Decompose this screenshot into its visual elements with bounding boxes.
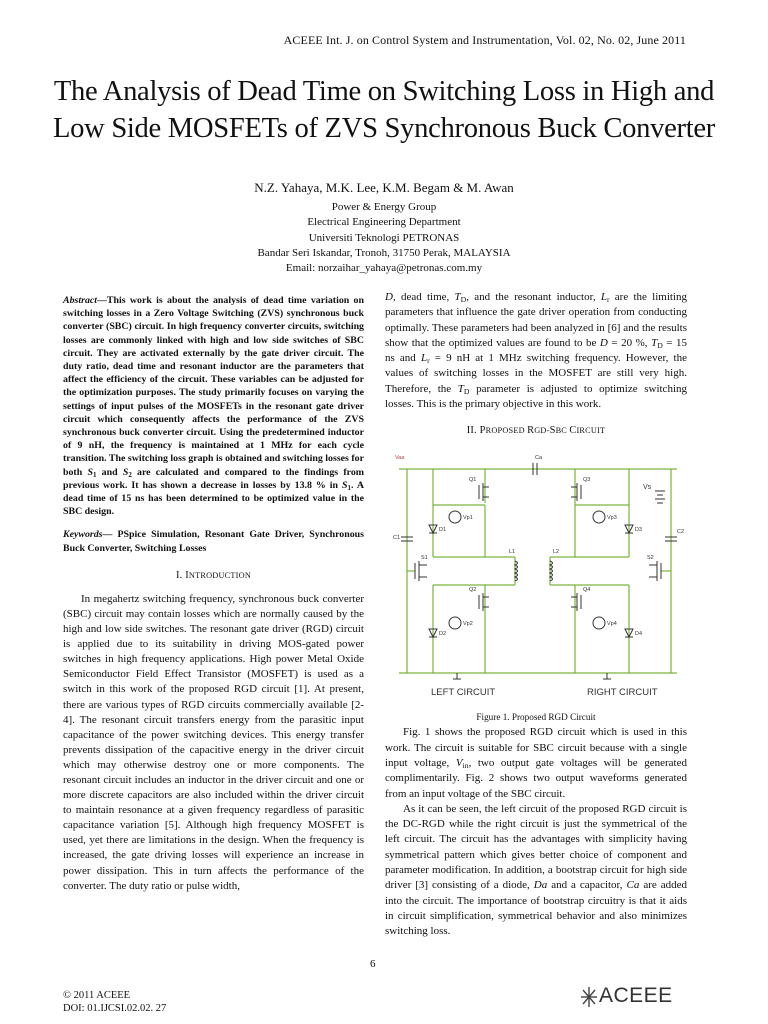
circuit-wires [399,469,677,673]
figure-description-paragraph: Fig. 1 shows the proposed RGD circuit which is used in this work. The circuit is suitable for SBC circuit because with a single input voltage, $V_{in}$, two output gate voltages will be generated complimentarily. Fig. 2 shows two output waveforms generated from an input voltage of the SBC circuit. [385,726,687,800]
paper-title: The Analysis of Dead Time on Switching Loss in High and Low Side MOSFETs of ZVS Synchronous Buck Converter [52,76,716,144]
figure-caption: Figure 1. Proposed RGD Circuit [476,712,596,723]
footer-info [63,990,166,1015]
svg-text:Vp2: Vp2 [463,621,473,628]
svg-text:Ca: Ca [535,455,543,462]
doi: DOI: 01.IJCSI.02.02. 27 [63,1002,167,1014]
aceee-logo-text: ACEEE [599,984,673,1007]
right-circuit-label: RIGHT CIRCUIT [587,687,658,699]
left-column [63,294,364,894]
svg-text:C2: C2 [677,529,685,536]
affiliation-email: Email: norzaihar_yahaya@petronas.com.my [285,262,483,275]
authors: N.Z. Yahaya, M.K. Lee, K.M. Begam & M. Awan [254,180,514,195]
section-heading-proposed-circuit: II. PROPOSED RGD-SBC CIRCUIT [466,425,606,437]
svg-text:D1: D1 [439,527,447,534]
rgd-circuit-schematic [385,445,687,707]
svg-text:D4: D4 [635,631,643,638]
continued-paragraph: D, dead time, $T_D$, and the resonant inductor, $L_r$ are the limiting parameters that influence the gate driver operation from conducting optimally. These parameters had been analyzed in [6] and the results show that the optimized values are found to be D = 20 %, $T_D = 15$ ns and $L_r = 9$ nH at 1 MHz switching frequency. However, the values of switching losses in the MOSFET are still very high. Therefore, the $T_D$ parameter is adjusted to optimize switching losses. This is the primary objective in this work. [385,291,687,411]
svg-text:Q1: Q1 [469,477,477,484]
circuit-labels [393,455,684,698]
left-circuit-label: LEFT CIRCUIT [431,687,496,699]
affiliation-group: Power & Energy Group [331,201,437,213]
copyright: © 2011 ACEEE [63,990,131,1001]
page-number: 6 [370,958,376,970]
svg-text:D2: D2 [439,631,447,638]
svg-text:Q4: Q4 [583,587,591,594]
running-header: ACEEE Int. J. on Control System and Instrumentation, Vol. 02, No. 02, June 2011 [283,33,686,47]
affiliation-address: Bandar Seri Iskandar, Tronoh, 31750 Perak, MALAYSIA [257,246,511,259]
svg-text:Vs: Vs [643,484,652,492]
keywords: Keywords— PSpice Simulation, Resonant Gate Driver, Synchronous Buck Converter, Switching Losses [63,529,364,554]
abstract: Abstract—This work is about the analysis of dead time variation on switching losses in a Zero Voltage Switching (ZVS) synchronous buck converter (SBC) circuit. In high frequency converter circuits, switching losses are commonly linked with high and low side switches of SBC circuit. They are activated externally by the gate driver circuit. The duty ratio, dead time and resonant inductor are the parameters that affect the efficiency of the circuit. These variables can be adjusted for the optimization purposes. The study primarily focuses on varying the settings of input pulses of the MOSFETs in the resonant gate driver circuit which consequently affects the performance of the ZVS synchronous buck converter circuit. Using the predetermined inductor of 9 nH, the frequency is maintained at 1 MHz for each cycle transition. The switching loss graph is obtained and switching losses for both $S_1$ and $S_2$ are calculated and compared to the findings from previous work. It has shown a decrease in losses by 13.8 % in $S_1$. A dead time of 15 ns has been determined to be optimized value in the SBC design. [63,295,364,518]
keywords-label: Keywords [63,529,103,541]
svg-text:Q2: Q2 [469,587,477,594]
svg-text:L1: L1 [509,549,516,556]
svg-text:S1: S1 [421,555,428,562]
affiliation-university: Universiti Teknologi PETRONAS [308,231,460,244]
aceee-logo [579,984,691,1010]
affiliation-department: Electrical Engineering Department [307,216,461,229]
affiliation-block [0,200,768,276]
svg-text:Vp4: Vp4 [607,621,617,628]
svg-text:Q3: Q3 [583,477,591,484]
circuit-analysis-paragraph: As it can be seen, the left circuit of the proposed RGD circuit is the DC-RGD while the right circuit is just the symmetrical of the left circuit. The circuit has the advantages with simplicity having symmetrical pattern which gives better choice of component and parameter modification. In addition, a bootstrap circuit for high side driver [3] consisting of a diode, Da and a capacitor, Ca are added into the circuit. The importance of bootstrap circuitry is that it aids in circuit simplification, symmetrical behavior and also minimizes switching loss. [385,802,687,938]
svg-text:Vp1: Vp1 [463,515,473,522]
right-column [385,290,687,940]
aceee-logo-icon [579,984,599,1010]
introduction-paragraph: In megahertz switching frequency, synchronous buck converter (SBC) circuit may contain losses which are normally caused by the high and low side switches. The resonant gate driver (RGD) circuit is applied due to its suitability in driving MOS-gated power switches in high frequency applications. High power Metal Oxide Semiconductor Field Effect Transistor (MOSFET) is used as a switch in this work of the proposed RGD circuit [1]. At present, there are various types of RGD circuits commercially available [2-4]. The resonant circuit transfers energy from the parasitic input capacitance of the power switching devices. This energy transfer prevents dissipation of the capacitive energy in the driver circuit which may otherwise destroy one or more components. The resonant circuit includes an inductor in the driver circuit and one or more discrete capacitors are also included within the driver circuit to maintain resonance at a given frequency regardless of parasitic capacitance variation [5]. Although high frequency MOSFET is used, yet there are limitations in the design. When the frequency is increased, the gate driving losses will experience an increase in power dissipation. This in turn affects the performance of the converter. The duty ratio or pulse width, [63,592,364,892]
circuit-components [401,463,677,679]
abstract-label: Abstract [63,295,98,306]
svg-text:S2: S2 [647,555,654,562]
svg-text:D3: D3 [635,527,643,534]
svg-text:Vaa: Vaa [395,455,405,462]
figure-1 [385,445,687,707]
svg-text:C1: C1 [393,535,401,542]
svg-text:L2: L2 [553,549,560,556]
section-heading-introduction: I. INTRODUCTION [175,569,252,581]
svg-text:Vp3: Vp3 [607,515,617,522]
